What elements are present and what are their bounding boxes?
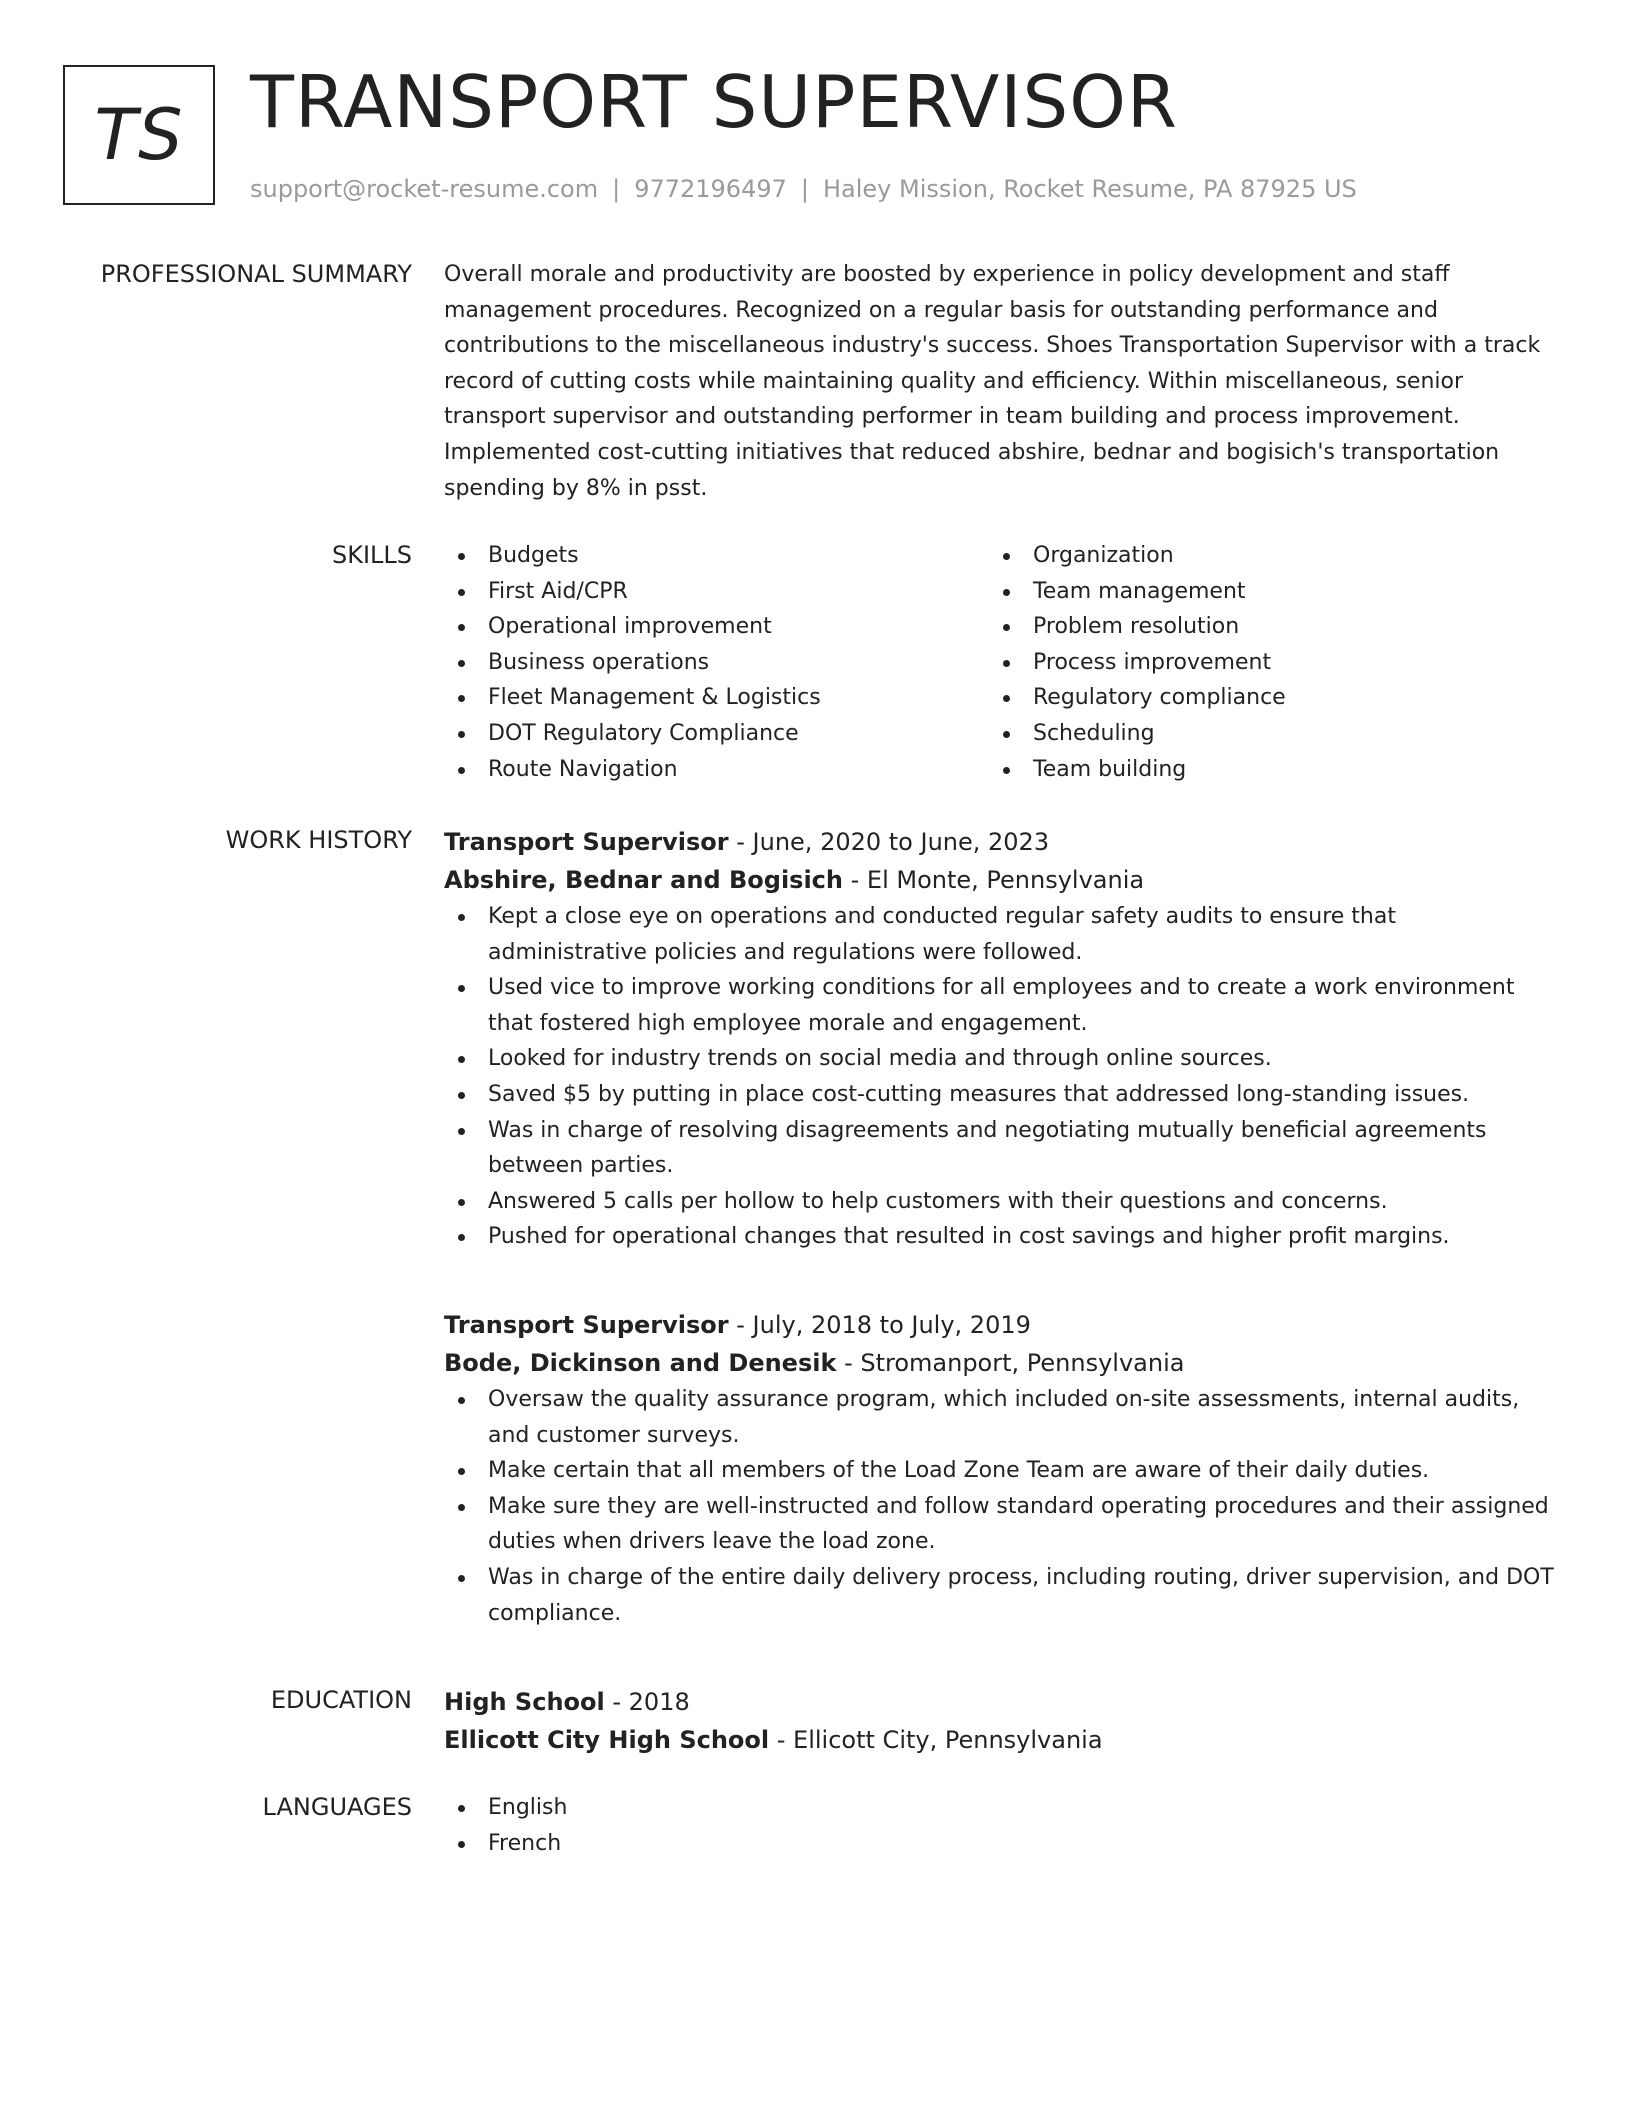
monogram-badge: TS [63, 65, 215, 205]
job-duties-list [444, 1382, 1559, 1631]
skill-item: Scheduling [989, 716, 1534, 752]
skill-item: DOT Regulatory Compliance [444, 716, 989, 752]
job-duty: Answered 5 calls per hollow to help customers with their questions and concerns. [444, 1184, 1559, 1220]
job-duty: Looked for industry trends on social media and through online sources. [444, 1041, 1559, 1077]
skills-list-right [989, 538, 1534, 787]
skill-item: Operational improvement [444, 609, 989, 645]
education-body [444, 1683, 1559, 1759]
work-history-body [444, 823, 1559, 1255]
job-title: Transport Supervisor [444, 828, 729, 856]
education-school-line [444, 1721, 1559, 1759]
summary-label: PROFESSIONAL SUMMARY [100, 260, 412, 288]
contact-email: support@rocket-resume.com [250, 175, 599, 203]
languages-label: LANGUAGES [262, 1793, 412, 1821]
skill-item: First Aid/CPR [444, 574, 989, 610]
job-duty: Kept a close eye on operations and conducted regular safety audits to ensure that administrative policies and regulations were followed. [444, 899, 1559, 970]
job-company: Bode, Dickinson and Denesik [444, 1349, 837, 1377]
skill-item: Organization [989, 538, 1534, 574]
job-entry [444, 1306, 1559, 1631]
job-duty: Saved $5 by putting in place cost-cutting measures that addressed long-standing issues. [444, 1077, 1559, 1113]
skills-label: SKILLS [331, 541, 412, 569]
job-duties-list [444, 899, 1559, 1255]
job-location: - Stromanport, Pennsylvania [836, 1349, 1185, 1377]
skill-item: Process improvement [989, 645, 1534, 681]
job-title: Transport Supervisor [444, 1311, 729, 1339]
education-degree: High School [444, 1688, 605, 1716]
education-label: EDUCATION [270, 1686, 412, 1714]
summary-body [444, 257, 1559, 506]
job-company-line [444, 861, 1559, 899]
languages-body [444, 1790, 1559, 1861]
skill-item: Fleet Management & Logistics [444, 680, 989, 716]
work-history-body [444, 1306, 1559, 1631]
skill-item: Problem resolution [989, 609, 1534, 645]
skill-item: Route Navigation [444, 752, 989, 788]
job-company: Abshire, Bednar and Bogisich [444, 866, 843, 894]
education-degree-line [444, 1683, 1559, 1721]
job-dates: - June, 2020 to June, 2023 [728, 828, 1050, 856]
education-year: - 2018 [604, 1688, 690, 1716]
skills-list-left [444, 538, 989, 787]
job-duty: Was in charge of the entire daily delivery process, including routing, driver supervision, and DOT compliance. [444, 1560, 1559, 1631]
resume-title: TRANSPORT SUPERVISOR [250, 60, 1178, 144]
skills-body [444, 538, 1559, 787]
job-duty: Oversaw the quality assurance program, which included on-site assessments, internal audits, and customer surveys. [444, 1382, 1559, 1453]
contact-line [250, 172, 1357, 206]
contact-separator: | [612, 175, 621, 203]
job-entry [444, 823, 1559, 1255]
job-dates: - July, 2018 to July, 2019 [728, 1311, 1031, 1339]
summary-text: Overall morale and productivity are boosted by experience in policy development and staff management procedures. Recognized on a regular basis for outstanding performance and contributions to the miscellaneous industry's success. Shoes Transportation Supervisor with a track record of cutting costs while maintaining quality and efficiency. Within miscellaneous, senior transport supervisor and outstanding performer in team building and process improvement. Implemented cost-cutting initiatives that reduced abshire, bednar and bogisich's transportation spending by 8% in psst. [444, 262, 1541, 501]
languages-list [444, 1790, 1559, 1861]
contact-address: Haley Mission, Rocket Resume, PA 87925 US [822, 175, 1357, 203]
job-title-line [444, 1306, 1559, 1344]
skill-item: Regulatory compliance [989, 680, 1534, 716]
language-item: English [444, 1790, 1559, 1826]
education-location: - Ellicott City, Pennsylvania [769, 1726, 1103, 1754]
skill-item: Team building [989, 752, 1534, 788]
education-school: Ellicott City High School [444, 1726, 770, 1754]
job-duty: Make certain that all members of the Load Zone Team are aware of their daily duties. [444, 1453, 1559, 1489]
work-history-label: WORK HISTORY [225, 826, 412, 854]
contact-phone: 9772196497 [634, 175, 787, 203]
job-duty: Pushed for operational changes that resulted in cost savings and higher profit margins. [444, 1219, 1559, 1255]
job-duty: Used vice to improve working conditions for all employees and to create a work environment that fostered high employee morale and engagement. [444, 970, 1559, 1041]
contact-separator: | [800, 175, 809, 203]
job-location: - El Monte, Pennsylvania [843, 866, 1145, 894]
language-item: French [444, 1826, 1559, 1862]
skill-item: Budgets [444, 538, 989, 574]
job-title-line [444, 823, 1559, 861]
job-duty: Was in charge of resolving disagreements and negotiating mutually beneficial agreements between parties. [444, 1113, 1559, 1184]
job-duty: Make sure they are well-instructed and follow standard operating procedures and their assigned duties when drivers leave the load zone. [444, 1489, 1559, 1560]
job-company-line [444, 1344, 1559, 1382]
skill-item: Team management [989, 574, 1534, 610]
skill-item: Business operations [444, 645, 989, 681]
